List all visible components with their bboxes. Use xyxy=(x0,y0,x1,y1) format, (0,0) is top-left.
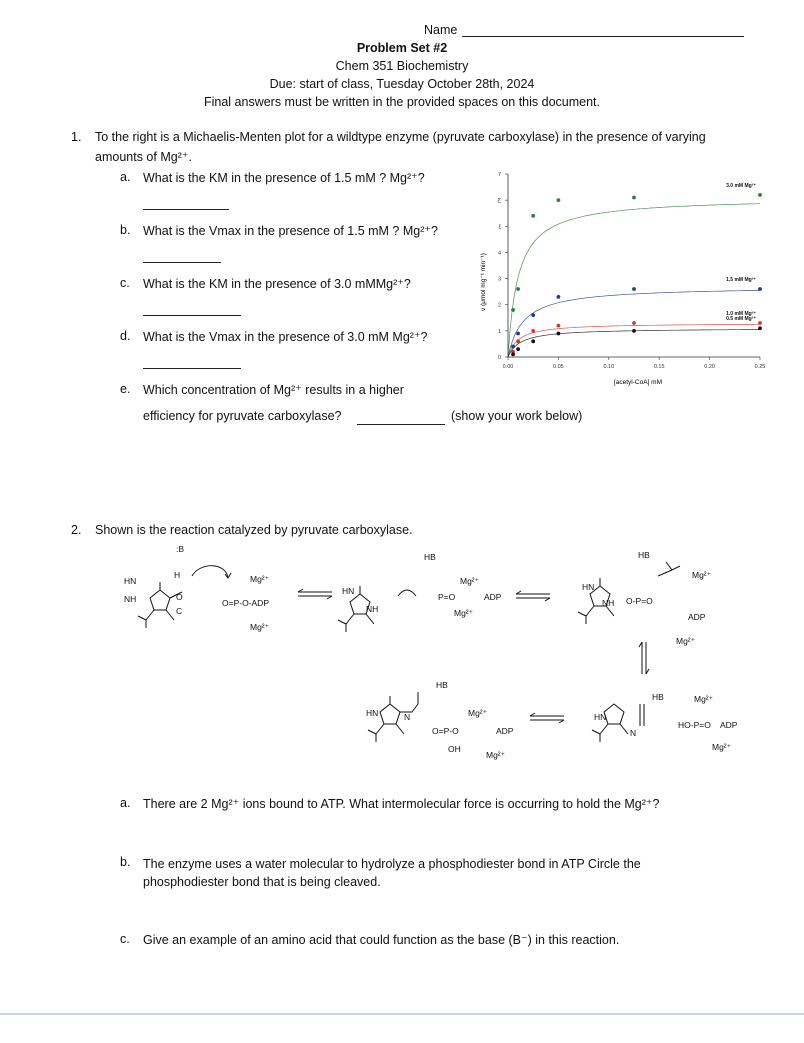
data-point-series-0 xyxy=(516,287,520,291)
course-name: Chem 351 Biochemistry xyxy=(335,59,469,73)
adp-label-5: ADP xyxy=(496,726,514,736)
chart-points xyxy=(511,193,762,356)
q1e-answer-line[interactable] xyxy=(357,412,445,425)
adp-label-4: ADP xyxy=(720,720,738,730)
chart-y-label: v (μmol mg⁻¹ min⁻¹) xyxy=(480,253,487,311)
y-tick-label: 1 xyxy=(497,328,501,335)
hb-label-2: HB xyxy=(638,550,650,560)
q1d-answer-line[interactable] xyxy=(143,356,241,369)
legend-label-series-2: 1.0 mM Mg²⁺ xyxy=(726,311,756,318)
q1-text-line2: amounts of Mg²⁺. xyxy=(95,150,192,164)
curve-series-0 xyxy=(508,204,760,357)
mg-label-3a: Mg²⁺ xyxy=(692,570,712,580)
oh-label-5: OH xyxy=(448,744,461,754)
data-point-series-0 xyxy=(557,198,561,202)
data-point-series-3 xyxy=(516,347,520,351)
q2c-text: Give an example of an amino acid that could function as the base (B⁻) in this reaction. xyxy=(143,933,620,947)
q1d-letter: d. xyxy=(120,329,131,343)
q1-text xyxy=(95,129,775,165)
data-point-series-2 xyxy=(557,324,561,328)
y-tick-label: 2 xyxy=(497,302,501,309)
x-tick-label: 0.25 xyxy=(754,364,766,370)
hn-label-1: HN xyxy=(124,576,137,586)
n-label-4: N xyxy=(630,728,637,738)
x-tick-label: 0.10 xyxy=(603,364,615,370)
x-tick-label: 0.05 xyxy=(553,364,564,370)
q1e-line2: efficiency for pyruvate carboxylase? xyxy=(143,409,342,423)
data-point-series-3 xyxy=(758,326,762,330)
y-tick-label: 0 xyxy=(497,355,501,361)
name-line[interactable] xyxy=(462,25,744,37)
q2-text: Shown is the reaction catalyzed by pyruvate carboxylase. xyxy=(95,523,413,537)
data-point-series-3 xyxy=(557,332,561,336)
n-label-5: N xyxy=(404,712,411,722)
vertical-equilibrium-arrow xyxy=(639,642,649,674)
q1a-answer-line[interactable] xyxy=(143,197,229,210)
q1e-line1: Which concentration of Mg²⁺ results in a higher xyxy=(143,383,404,397)
problem-set-title: Problem Set #2 xyxy=(356,41,448,55)
data-point-series-3 xyxy=(531,339,535,343)
chart-curves xyxy=(508,204,760,357)
mg-label-5a: Mg²⁺ xyxy=(468,708,488,718)
q1b-letter: b. xyxy=(120,223,131,237)
equilibrium-arrow-2 xyxy=(516,591,550,601)
y-tick-label: 7 xyxy=(497,172,501,178)
q1e-suffix: (show your work below) xyxy=(451,409,583,423)
data-point-series-3 xyxy=(632,329,636,333)
q2b-text-line2: phosphodiester bond that is being cleaved. xyxy=(143,875,381,889)
data-point-series-2 xyxy=(758,321,762,325)
q1b-text: What is the Vmax in the presence of 1.5 mM ? Mg²⁺? xyxy=(143,224,438,238)
data-point-series-1 xyxy=(516,332,520,336)
hn-label-2: HN xyxy=(342,586,355,596)
mg-label-4b: Mg²⁺ xyxy=(712,742,732,752)
data-point-series-1 xyxy=(557,295,561,299)
o-p-o-adp-label: O=P-O-ADP xyxy=(222,598,269,608)
reaction-scheme xyxy=(110,540,790,780)
x-tick-label: 0.15 xyxy=(653,364,665,370)
base-label: :B xyxy=(176,544,185,554)
mg-label-2a: Mg²⁺ xyxy=(460,576,480,586)
data-point-series-0 xyxy=(632,196,636,200)
hb-label-3: HB xyxy=(652,692,664,702)
data-point-series-3 xyxy=(511,352,515,356)
adp-label-3: ADP xyxy=(688,612,706,622)
y-tick-label: 3 xyxy=(497,276,501,283)
data-point-series-0 xyxy=(511,308,515,312)
data-point-series-2 xyxy=(632,321,636,325)
q2a-letter: a. xyxy=(120,796,131,810)
legend-label-series-1: 1.5 mM Mg²⁺ xyxy=(726,277,756,284)
mg-label-5b: Mg²⁺ xyxy=(486,750,506,760)
c-label-1: C xyxy=(176,606,183,616)
biotin-structure-1 xyxy=(138,582,174,628)
ho-p-eq-o-label: HO-P=O xyxy=(678,720,711,730)
nh-label-2: NH xyxy=(366,604,379,614)
adp-label-2: ADP xyxy=(484,592,502,602)
q1-text-line1: To the right is a Michaelis-Menten plot for a wildtype enzyme (pyruvate carboxylase) in the presence of varying xyxy=(95,130,706,144)
name-label: Name xyxy=(424,23,458,37)
chart-axes xyxy=(498,172,766,370)
q1a-letter: a. xyxy=(120,170,131,184)
y-tick-label: Ƹ xyxy=(497,198,501,205)
hn-label-3: HN xyxy=(582,582,595,592)
data-point-series-0 xyxy=(758,193,762,197)
q1c-answer-line[interactable] xyxy=(143,303,241,316)
y-tick-label: ξ xyxy=(498,224,501,231)
curve-series-3 xyxy=(508,330,760,357)
q2a-text: There are 2 Mg²⁺ ions bound to ATP. What intermolecular force is occurring to hold the Mg²⁺? xyxy=(143,797,660,811)
mg-label-4a: Mg²⁺ xyxy=(694,694,714,704)
o-eq-p-o-label: O=P-O xyxy=(432,726,459,736)
data-point-series-1 xyxy=(758,287,762,291)
q1a-text: What is the KM in the presence of 1.5 mM ? Mg²⁺? xyxy=(143,171,425,185)
nh-label-3: NH xyxy=(602,598,615,608)
o-p-eq-o-label: O-P=O xyxy=(626,596,653,606)
q2b-text-line1: The enzyme uses a water molecular to hydrolyze a phosphodiester bond in ATP Circle the xyxy=(143,857,641,871)
q1b-answer-line[interactable] xyxy=(143,250,221,263)
q1e-letter: e. xyxy=(120,382,131,396)
x-tick-label: 0.00 xyxy=(502,364,514,370)
page-bottom-divider xyxy=(0,1013,804,1015)
y-tick-label: 4 xyxy=(497,250,501,257)
hb-label-4: HB xyxy=(436,680,448,690)
h-label-1: H xyxy=(174,570,181,580)
hn-label-5: HN xyxy=(366,708,379,718)
legend-label-series-3: 0.5 mM Mg²⁺ xyxy=(726,316,756,323)
data-point-series-1 xyxy=(511,345,515,349)
biotin-structure-4 xyxy=(592,704,644,742)
q2c-letter: c. xyxy=(120,932,130,946)
q1c-letter: c. xyxy=(120,276,130,290)
data-point-series-2 xyxy=(516,339,520,343)
q1d-text: What is the Vmax in the presence of 3.0 mM Mg²⁺? xyxy=(143,330,428,344)
q1c-text: What is the KM in the presence of 3.0 mMMg²⁺? xyxy=(143,277,411,291)
nh-label-1: NH xyxy=(124,594,137,604)
q1-number: 1. xyxy=(71,130,82,144)
equilibrium-arrow-1 xyxy=(298,589,332,599)
p-eq-o-label: P=O xyxy=(438,592,456,602)
data-point-series-1 xyxy=(632,287,636,291)
due-date: Due: start of class, Tuesday October 28th, 2024 xyxy=(269,77,535,91)
data-point-series-1 xyxy=(531,313,535,317)
mg-label-1b: Mg²⁺ xyxy=(250,622,270,632)
mg-label-3b: Mg²⁺ xyxy=(676,636,696,646)
hn-label-4: HN xyxy=(594,712,607,722)
q2b-letter: b. xyxy=(120,855,131,869)
x-tick-label: 0.20 xyxy=(704,364,715,370)
michaelis-menten-chart xyxy=(470,162,770,392)
o-label-1: O xyxy=(176,592,183,602)
q2b-text xyxy=(143,855,641,891)
q2-number: 2. xyxy=(71,523,82,537)
hb-label-1: HB xyxy=(424,552,436,562)
equilibrium-arrow-3 xyxy=(530,713,564,723)
chart-x-label: [acetyl-CoA] mM xyxy=(613,379,663,386)
mg-label-2b: Mg²⁺ xyxy=(454,608,474,618)
data-point-series-0 xyxy=(531,214,535,218)
data-point-series-2 xyxy=(531,329,535,333)
biotin-structure-3 xyxy=(578,562,680,624)
legend-label-series-0: 3.0 mM Mg²⁺ xyxy=(726,182,756,189)
instructions: Final answers must be written in the provided spaces on this document. xyxy=(203,95,601,109)
mg-label-1a: Mg²⁺ xyxy=(250,574,270,584)
